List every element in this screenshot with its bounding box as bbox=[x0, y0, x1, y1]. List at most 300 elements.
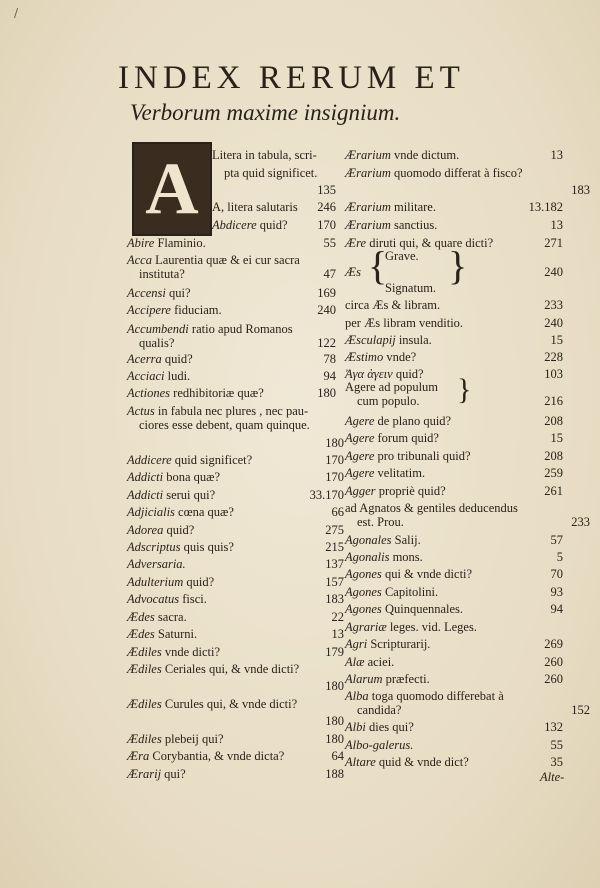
entry-term: Ærarium bbox=[345, 218, 391, 232]
page-number: 152 bbox=[571, 703, 590, 717]
entry-text: fisci. bbox=[179, 592, 207, 606]
entry-line bbox=[345, 449, 563, 463]
entry-term: Accensi bbox=[127, 286, 166, 300]
index-entry bbox=[127, 610, 344, 624]
page-number: 55 bbox=[323, 236, 336, 250]
index-entry bbox=[127, 557, 344, 571]
page-title: INDEX RERUM ET bbox=[118, 60, 465, 96]
entry-text: cœna quæ? bbox=[174, 505, 234, 519]
entry-line bbox=[345, 755, 563, 769]
index-entry bbox=[345, 637, 563, 651]
entry-text: dies qui? bbox=[365, 720, 414, 734]
entry-term: Ædiles bbox=[127, 732, 162, 746]
page-number: 13.182 bbox=[528, 200, 563, 214]
page-number: 259 bbox=[544, 466, 563, 480]
entry-line bbox=[127, 575, 344, 589]
index-entry bbox=[345, 298, 563, 312]
entry-line bbox=[345, 567, 563, 581]
entry-term: Acerra bbox=[127, 352, 162, 366]
page-number: 13 bbox=[331, 627, 344, 641]
entry-text: præfecti. bbox=[382, 672, 430, 686]
index-entry bbox=[345, 567, 563, 581]
entry-line bbox=[127, 236, 336, 250]
entry-text: serui qui? bbox=[163, 488, 216, 502]
entry-line bbox=[127, 404, 348, 418]
entry-term: Acciaci bbox=[127, 369, 165, 383]
page-number: 260 bbox=[544, 672, 563, 686]
index-entry bbox=[345, 550, 563, 564]
entry-term: Albo-galerus. bbox=[345, 738, 414, 752]
page-number: 22 bbox=[331, 610, 344, 624]
entry-text: Curules qui, & vnde dicti? bbox=[161, 697, 298, 711]
entry-line bbox=[345, 720, 563, 734]
entry-text: velitatim. bbox=[374, 466, 426, 480]
corner-mark: / bbox=[14, 6, 19, 20]
entry-line bbox=[127, 505, 344, 519]
entry-term: Actiones bbox=[127, 386, 171, 400]
index-entry bbox=[345, 484, 563, 498]
entry-term: Agonalis bbox=[345, 550, 390, 564]
entry-text: sanctius. bbox=[390, 218, 438, 232]
entry-text: pta quid significet. bbox=[224, 166, 318, 180]
index-entry bbox=[345, 380, 563, 408]
entry-line bbox=[127, 662, 348, 676]
entry-line bbox=[127, 322, 336, 336]
index-entry bbox=[345, 672, 563, 686]
entry-line bbox=[127, 767, 344, 781]
entry-text: quid? bbox=[256, 218, 288, 232]
page-number: 33.170 bbox=[309, 488, 344, 502]
index-entry bbox=[127, 369, 336, 383]
entry-line bbox=[345, 431, 563, 445]
entry-text: forum quid? bbox=[374, 431, 439, 445]
entry-text: qui? bbox=[161, 767, 186, 781]
entry-term: Agere bbox=[345, 414, 375, 428]
entry-line bbox=[127, 470, 344, 484]
entry-text: diruti qui, & quare dicti? bbox=[366, 236, 494, 250]
entry-line bbox=[224, 166, 336, 180]
entry-line bbox=[345, 620, 563, 634]
entry-term: Ærarium bbox=[345, 166, 391, 180]
index-entry bbox=[345, 414, 563, 428]
page-number: 78 bbox=[323, 352, 336, 366]
entry-text: A, litera salutaris bbox=[212, 200, 298, 214]
page-number: 170 bbox=[325, 470, 344, 484]
entry-line bbox=[127, 286, 336, 300]
entry-line bbox=[345, 394, 563, 408]
entry-text: Agere ad populum bbox=[345, 380, 439, 394]
entry-text: circa Æs & libram. bbox=[345, 298, 441, 312]
index-entry bbox=[127, 386, 336, 400]
page-number: 240 bbox=[317, 303, 336, 317]
entry-text: aciei. bbox=[364, 655, 395, 669]
entry-line bbox=[345, 533, 563, 547]
index-entry bbox=[345, 449, 563, 463]
entry-line bbox=[127, 386, 336, 400]
entry-term: Accipere bbox=[127, 303, 171, 317]
page-number: 240 bbox=[544, 316, 563, 330]
page-number: 208 bbox=[544, 449, 563, 463]
index-entry bbox=[127, 453, 344, 467]
entry-line bbox=[345, 637, 563, 651]
index-entry bbox=[212, 148, 336, 162]
entry-term: Alæ bbox=[345, 655, 365, 669]
entry-term: Ære bbox=[345, 236, 367, 250]
index-entry bbox=[345, 200, 563, 214]
page-number: 179 bbox=[325, 645, 344, 659]
entry-line bbox=[345, 515, 590, 529]
index-entry bbox=[127, 322, 336, 350]
entry-line bbox=[127, 592, 344, 606]
brace-left-icon: { bbox=[368, 243, 388, 288]
entry-text: ad Agnatos & gentiles deducendus bbox=[345, 501, 518, 515]
entry-line bbox=[212, 148, 336, 162]
index-entry bbox=[345, 689, 590, 717]
entry-text: quid significet? bbox=[171, 453, 253, 467]
entry-term: Advocatus bbox=[127, 592, 180, 606]
entry-line bbox=[345, 501, 590, 515]
page-subtitle: Verborum maxime insignium. bbox=[130, 100, 401, 125]
index-entry bbox=[345, 501, 590, 529]
entry-term: Actus bbox=[127, 404, 155, 418]
entry-term: Agrariæ bbox=[345, 620, 387, 634]
entry-text: in fabula nec plures , nec pau- bbox=[154, 404, 309, 418]
entry-term: Alba bbox=[345, 689, 369, 703]
entry-line bbox=[127, 523, 344, 537]
entry-term: Addicere bbox=[127, 453, 172, 467]
page-number: 183 bbox=[325, 592, 344, 606]
entry-line bbox=[345, 316, 563, 330]
page-number: 271 bbox=[544, 236, 563, 250]
page-number: 261 bbox=[544, 484, 563, 498]
index-entry bbox=[345, 316, 563, 330]
entry-text: Salij. bbox=[391, 533, 421, 547]
entry-term: Ædes bbox=[127, 627, 155, 641]
page-number: 157 bbox=[325, 575, 344, 589]
entry-line bbox=[127, 697, 348, 711]
entry-line bbox=[127, 453, 344, 467]
entry-line bbox=[127, 267, 336, 281]
page-number: 170 bbox=[317, 218, 336, 232]
entry-text: quid? bbox=[392, 367, 424, 381]
entry-term: Agere bbox=[345, 431, 375, 445]
entry-line bbox=[345, 585, 563, 599]
entry-text: ludi. bbox=[164, 369, 191, 383]
page-number: 122 bbox=[317, 336, 336, 350]
index-entry bbox=[345, 720, 563, 734]
bracket-icon: } bbox=[457, 373, 472, 406]
entry-term: Agones bbox=[345, 585, 382, 599]
entry-text: vnde dicti? bbox=[161, 645, 221, 659]
entry-term: Adulterium bbox=[127, 575, 184, 589]
index-entry bbox=[345, 333, 563, 347]
entry-line bbox=[127, 645, 344, 659]
entry-term: Ἀγα ἀγειν bbox=[345, 367, 393, 381]
index-entry bbox=[127, 767, 344, 781]
entry-line bbox=[345, 466, 563, 480]
entry-text: vnde dictum. bbox=[390, 148, 460, 162]
entry-text: Saturni. bbox=[154, 627, 198, 641]
entry-text: sacra. bbox=[154, 610, 187, 624]
entry-text: Laurentia quæ & ei cur sacra bbox=[151, 253, 300, 267]
index-entry bbox=[345, 738, 563, 752]
index-entry bbox=[127, 523, 344, 537]
entry-text: ratio apud Romanos bbox=[188, 322, 293, 336]
entry-line bbox=[127, 336, 336, 350]
index-entry bbox=[345, 620, 563, 634]
page-number: 15 bbox=[550, 333, 563, 347]
entry-text: est. Prou. bbox=[357, 515, 404, 529]
index-entry bbox=[212, 218, 336, 232]
entry-text: ciores esse debent, quam quinque. bbox=[139, 418, 310, 432]
entry-line bbox=[345, 550, 563, 564]
entry-line bbox=[127, 627, 344, 641]
index-entry bbox=[127, 540, 344, 554]
page-number: 180 bbox=[325, 714, 344, 728]
entry-term: Adscriptus bbox=[127, 540, 181, 554]
entry-term: Ærarium bbox=[345, 200, 391, 214]
index-entry bbox=[345, 431, 563, 445]
entry-text: Quinquennales. bbox=[381, 602, 464, 616]
page-number: 103 bbox=[544, 367, 563, 381]
entry-line bbox=[127, 557, 344, 571]
index-entry bbox=[127, 662, 348, 676]
entry-line bbox=[345, 689, 590, 703]
entry-text: per Æs libram venditio. bbox=[345, 316, 464, 330]
entry-line bbox=[127, 303, 336, 317]
page-number: 275 bbox=[325, 523, 344, 537]
index-entry bbox=[127, 592, 344, 606]
page-number: 269 bbox=[544, 637, 563, 651]
entry-text: plebeij qui? bbox=[161, 732, 224, 746]
entry-term: Agri bbox=[345, 637, 368, 651]
entry-line bbox=[345, 166, 590, 180]
entry-line bbox=[345, 655, 563, 669]
page-number: 240 bbox=[544, 265, 563, 279]
entry-text: Scripturarij. bbox=[367, 637, 431, 651]
entry-text: candida? bbox=[357, 703, 402, 717]
entry-text: militare. bbox=[390, 200, 436, 214]
page-number: 170 bbox=[325, 453, 344, 467]
entry-term: Ærarij bbox=[127, 767, 162, 781]
page-number: 169 bbox=[317, 286, 336, 300]
page-number: 66 bbox=[331, 505, 344, 519]
page-number: 132 bbox=[544, 720, 563, 734]
entry-text: quid? bbox=[163, 523, 195, 537]
index-entry bbox=[127, 697, 348, 711]
page-number: 228 bbox=[544, 350, 563, 364]
entry-text: qualis? bbox=[139, 336, 175, 350]
entry-line bbox=[345, 298, 563, 312]
index-entry bbox=[127, 505, 344, 519]
index-entry bbox=[345, 466, 563, 480]
entry-term: Agones bbox=[345, 602, 382, 616]
page-number: 13 bbox=[550, 218, 563, 232]
entry-term: Addicti bbox=[127, 470, 164, 484]
entry-line bbox=[345, 703, 590, 717]
entry-term: Adorea bbox=[127, 523, 164, 537]
page-number: 260 bbox=[544, 655, 563, 669]
entry-line bbox=[345, 148, 563, 162]
entry-text: quid? bbox=[183, 575, 215, 589]
page-number: 137 bbox=[325, 557, 344, 571]
entry-term: Agere bbox=[345, 466, 375, 480]
index-entry bbox=[345, 533, 563, 547]
entry-term: Agones bbox=[345, 567, 382, 581]
index-entry bbox=[345, 148, 563, 162]
page-number: 135 bbox=[317, 183, 336, 197]
index-entry bbox=[345, 585, 563, 599]
page-number: 57 bbox=[550, 533, 563, 547]
entry-line bbox=[345, 350, 563, 364]
entry-line bbox=[127, 418, 348, 432]
index-entry bbox=[127, 749, 344, 763]
page-number: 246 bbox=[317, 200, 336, 214]
index-entry bbox=[127, 286, 336, 300]
entry-text: Capitolini. bbox=[381, 585, 439, 599]
page-number: 70 bbox=[550, 567, 563, 581]
index-entry bbox=[127, 645, 344, 659]
brace-right-icon: } bbox=[448, 243, 468, 288]
page-number: 55 bbox=[550, 738, 563, 752]
entry-line bbox=[345, 602, 563, 616]
entry-line bbox=[345, 218, 563, 232]
entry-text: Corybantia, & vnde dicta? bbox=[149, 749, 285, 763]
entry-term: Albi bbox=[345, 720, 366, 734]
page-number: 180 bbox=[317, 386, 336, 400]
entry-term: Addicti bbox=[127, 488, 164, 502]
entry-term: Accumbendi bbox=[127, 322, 189, 336]
entry-term: Æstimo bbox=[345, 350, 384, 364]
entry-term: Agger bbox=[345, 484, 376, 498]
initial-letter: A bbox=[145, 148, 199, 230]
page-number: 215 bbox=[325, 540, 344, 554]
index-entry bbox=[345, 166, 590, 180]
page-number: 64 bbox=[331, 749, 344, 763]
entry-text: bona quæ? bbox=[163, 470, 221, 484]
entry-text: leges. vid. Leges. bbox=[386, 620, 477, 634]
page-number: 93 bbox=[550, 585, 563, 599]
entry-term: Ædes bbox=[127, 610, 155, 624]
entry-text: Signatum. bbox=[385, 281, 437, 295]
entry-term: Æsculapij bbox=[345, 333, 396, 347]
entry-line bbox=[127, 749, 344, 763]
index-entry bbox=[127, 470, 344, 484]
entry-line bbox=[345, 333, 563, 347]
entry-line bbox=[127, 352, 336, 366]
entry-line bbox=[127, 369, 336, 383]
entry-term: Ædiles bbox=[127, 697, 162, 711]
entry-line bbox=[345, 738, 563, 752]
entry-term: Æs bbox=[345, 265, 361, 279]
entry-text: qui & vnde dicti? bbox=[381, 567, 473, 581]
entry-text: insula. bbox=[395, 333, 432, 347]
entry-text: Flaminio. bbox=[154, 236, 206, 250]
entry-line bbox=[345, 367, 563, 381]
page-number: 180 bbox=[325, 436, 344, 450]
index-entry bbox=[345, 367, 563, 381]
entry-text: de plano quid? bbox=[374, 414, 452, 428]
entry-term: Æra bbox=[127, 749, 150, 763]
entry-line bbox=[127, 732, 344, 746]
index-entry bbox=[127, 303, 336, 317]
index-entry bbox=[224, 166, 336, 180]
entry-term: Adversaria. bbox=[127, 557, 186, 571]
index-entry bbox=[127, 352, 336, 366]
entry-line bbox=[127, 610, 344, 624]
index-entry bbox=[345, 218, 563, 232]
page-number: 15 bbox=[550, 431, 563, 445]
entry-text: quomodo differat à fisco? bbox=[390, 166, 523, 180]
entry-term: Ærarium bbox=[345, 148, 391, 162]
entry-text: quis quis? bbox=[180, 540, 234, 554]
entry-line bbox=[127, 253, 336, 267]
entry-text: quid? bbox=[161, 352, 193, 366]
page-number: 35 bbox=[550, 755, 563, 769]
entry-term: Adjicialis bbox=[127, 505, 175, 519]
page-number: 188 bbox=[325, 767, 344, 781]
entry-text: propriè quid? bbox=[375, 484, 446, 498]
index-entry bbox=[127, 253, 336, 281]
page-number: 94 bbox=[550, 602, 563, 616]
entry-line bbox=[345, 380, 563, 394]
entry-term: Abdicere bbox=[212, 218, 257, 232]
entry-term: Alarum bbox=[345, 672, 383, 686]
entry-text: Grave. bbox=[385, 249, 419, 263]
index-entry bbox=[345, 602, 563, 616]
page-number: 180 bbox=[325, 732, 344, 746]
page-number: 5 bbox=[556, 550, 563, 564]
entry-text: fiduciam. bbox=[170, 303, 222, 317]
entry-term: Ædiles bbox=[127, 645, 162, 659]
entry-text: redhibitoriæ quæ? bbox=[170, 386, 264, 400]
entry-line bbox=[345, 672, 563, 686]
entry-line bbox=[345, 484, 563, 498]
index-entry bbox=[127, 627, 344, 641]
index-entry bbox=[127, 236, 336, 250]
entry-text: cum populo. bbox=[357, 394, 420, 408]
entry-term: Agere bbox=[345, 449, 375, 463]
page-number: 13 bbox=[550, 148, 563, 162]
index-entry bbox=[127, 732, 344, 746]
entry-text: Ceriales qui, & vnde dicti? bbox=[161, 662, 300, 676]
entry-text: toga quomodo differebat à bbox=[368, 689, 504, 703]
entry-term: Ædiles bbox=[127, 662, 162, 676]
index-entry bbox=[345, 655, 563, 669]
page-number: 216 bbox=[544, 394, 563, 408]
entry-text: quid & vnde dict? bbox=[375, 755, 469, 769]
entry-term: Altare bbox=[345, 755, 376, 769]
page-number: 180 bbox=[325, 679, 344, 693]
entry-term: Abire bbox=[127, 236, 155, 250]
entry-line bbox=[345, 414, 563, 428]
index-entry bbox=[127, 488, 344, 502]
entry-text: pro tribunali quid? bbox=[374, 449, 471, 463]
catchword: Alte- bbox=[540, 770, 565, 784]
entry-text: vnde? bbox=[383, 350, 417, 364]
entry-text: instituta? bbox=[139, 267, 185, 281]
entry-line bbox=[127, 540, 344, 554]
page-number: 47 bbox=[323, 267, 336, 281]
index-entry bbox=[212, 200, 336, 214]
page-number: 183 bbox=[571, 183, 590, 197]
entry-text: mons. bbox=[389, 550, 423, 564]
page-number: 233 bbox=[544, 298, 563, 312]
index-entry bbox=[127, 575, 344, 589]
entry-term: Acca bbox=[127, 253, 152, 267]
index-entry bbox=[345, 755, 563, 769]
entry-text: Litera in tabula, scri- bbox=[212, 148, 317, 162]
